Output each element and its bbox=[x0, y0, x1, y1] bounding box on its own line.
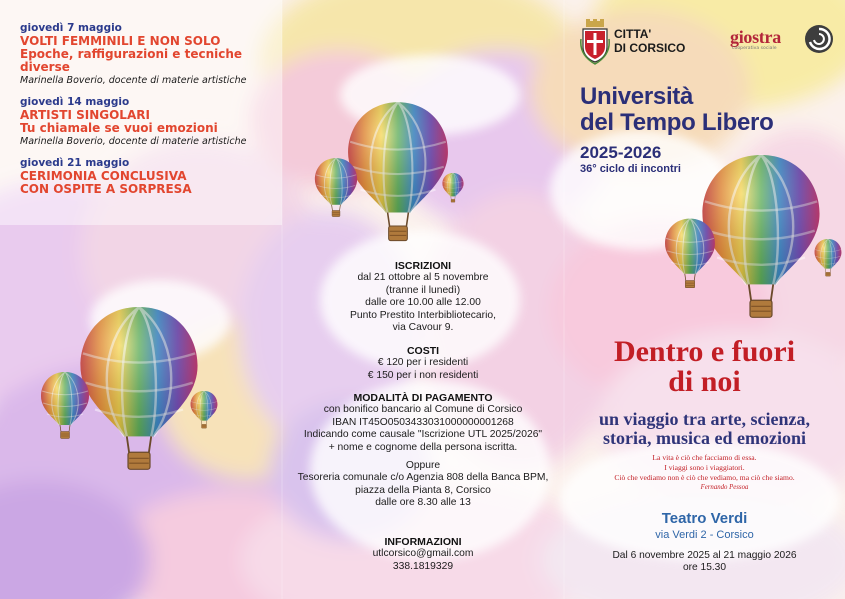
quote-author: Fernando Pessoa bbox=[700, 484, 749, 491]
info-line: via Cavour 9. bbox=[392, 322, 454, 334]
info-line: Oppure bbox=[405, 460, 441, 472]
corsico-logo-text bbox=[614, 27, 685, 55]
giostra-tagline: cooperativa sociale bbox=[732, 46, 777, 51]
info-panel bbox=[282, 0, 564, 599]
cycle-label: 36° ciclo di incontri bbox=[580, 163, 681, 175]
info-line: Punto Prestito Interbibliotecario, bbox=[350, 309, 496, 321]
iscrizioni-section bbox=[282, 260, 564, 334]
program-entry bbox=[20, 22, 270, 87]
main-title bbox=[564, 337, 845, 397]
giostra-wordmark: giostra bbox=[730, 27, 781, 47]
section-heading: ISCRIZIONI bbox=[394, 260, 451, 272]
university-line: del Tempo Libero bbox=[580, 109, 774, 136]
entry-subtitle: diverse bbox=[20, 60, 70, 74]
university-line: Università bbox=[580, 83, 694, 110]
venue-name: Teatro Verdi bbox=[661, 510, 748, 527]
program-entry bbox=[20, 157, 270, 196]
corsico-line: DI CORSICO bbox=[614, 41, 686, 55]
title-line: di noi bbox=[668, 365, 741, 398]
giostra-logo bbox=[726, 22, 834, 54]
phone-number: 338.1819329 bbox=[392, 560, 454, 572]
academic-years: 2025-2026 bbox=[580, 143, 662, 162]
info-line: € 120 per i residenti bbox=[377, 357, 469, 369]
city-crest-icon bbox=[580, 19, 610, 65]
pessoa-quote bbox=[564, 453, 845, 493]
informazioni-section bbox=[282, 536, 564, 573]
subtitle bbox=[564, 410, 845, 448]
quote-line: Ciò che vediamo non è ciò che vediamo, ma ciò che siamo. bbox=[614, 473, 795, 482]
entry-subtitle: Epoche, raffigurazioni e tecniche bbox=[20, 47, 243, 61]
info-line: (tranne il lunedì) bbox=[385, 284, 461, 296]
entry-subtitle: CON OSPITE A SORPRESA bbox=[20, 182, 192, 196]
entry-title: CERIMONIA CONCLUSIVA bbox=[20, 169, 187, 183]
info-line: dal 21 ottobre al 5 novembre bbox=[357, 272, 489, 284]
info-line: con bonifico bancario al Comune di Corsico bbox=[323, 404, 523, 416]
date-range: Dal 6 novembre 2025 al 21 maggio 2026 bbox=[612, 550, 797, 561]
entry-title: VOLTI FEMMINILI E NON SOLO bbox=[20, 34, 221, 48]
venue-address: via Verdi 2 - Corsico bbox=[655, 529, 754, 541]
subtitle-line: storia, musica ed emozioni bbox=[603, 428, 806, 448]
entry-speaker: Marinella Boverio, docente di materie artistiche bbox=[20, 75, 247, 86]
entry-date: giovedì 14 maggio bbox=[20, 96, 130, 108]
event-time: ore 15.30 bbox=[682, 562, 727, 573]
pagamento-section bbox=[282, 392, 564, 510]
cover-panel bbox=[564, 0, 845, 599]
event-dates bbox=[564, 550, 845, 574]
info-line: piazza della Pianta 8, Corsico bbox=[355, 484, 491, 496]
info-line: Tesoreria comunale c/o Agenzia 808 della Banca BPM, bbox=[297, 472, 549, 484]
section-heading: INFORMAZIONI bbox=[384, 536, 462, 548]
info-line: € 150 per i non residenti bbox=[367, 369, 479, 381]
iban-line: IBAN IT45O0503433031000000001268 bbox=[332, 416, 514, 428]
corsico-line: CITTA' bbox=[614, 27, 652, 41]
program-entry bbox=[20, 96, 270, 148]
email-link[interactable]: utlcorsico@gmail.com bbox=[372, 548, 474, 560]
corsico-logo bbox=[580, 19, 690, 65]
title-line: Dentro e fuori bbox=[613, 335, 796, 368]
section-heading: MODALITÀ DI PAGAMENTO bbox=[353, 392, 493, 404]
entry-date: giovedì 7 maggio bbox=[20, 22, 122, 34]
info-line: dalle ore 8.30 alle 13 bbox=[375, 497, 471, 509]
quote-line: La vita è ciò che facciamo di essa. bbox=[652, 453, 757, 462]
section-heading: COSTI bbox=[406, 345, 440, 357]
info-line: + nome e cognome della persona iscritta. bbox=[328, 441, 518, 453]
university-name bbox=[580, 84, 773, 136]
entry-date: giovedì 21 maggio bbox=[20, 157, 130, 169]
quote-line: I viaggi sono i viaggiatori. bbox=[664, 463, 745, 472]
costi-section bbox=[282, 345, 564, 382]
entry-title: ARTISTI SINGOLARI bbox=[20, 108, 150, 122]
entry-speaker: Marinella Boverio, docente di materie artistiche bbox=[20, 136, 247, 147]
entry-subtitle: Tu chiamale se vuoi emozioni bbox=[20, 121, 218, 135]
subtitle-line: un viaggio tra arte, scienza, bbox=[599, 409, 810, 429]
info-line: dalle ore 10.00 alle 12.00 bbox=[365, 297, 481, 309]
info-line: Indicando come causale "Iscrizione UTL 2025/2026" bbox=[303, 429, 543, 441]
program-list bbox=[20, 22, 270, 205]
giostra-spiral-icon bbox=[804, 24, 834, 54]
program-panel bbox=[0, 0, 282, 599]
